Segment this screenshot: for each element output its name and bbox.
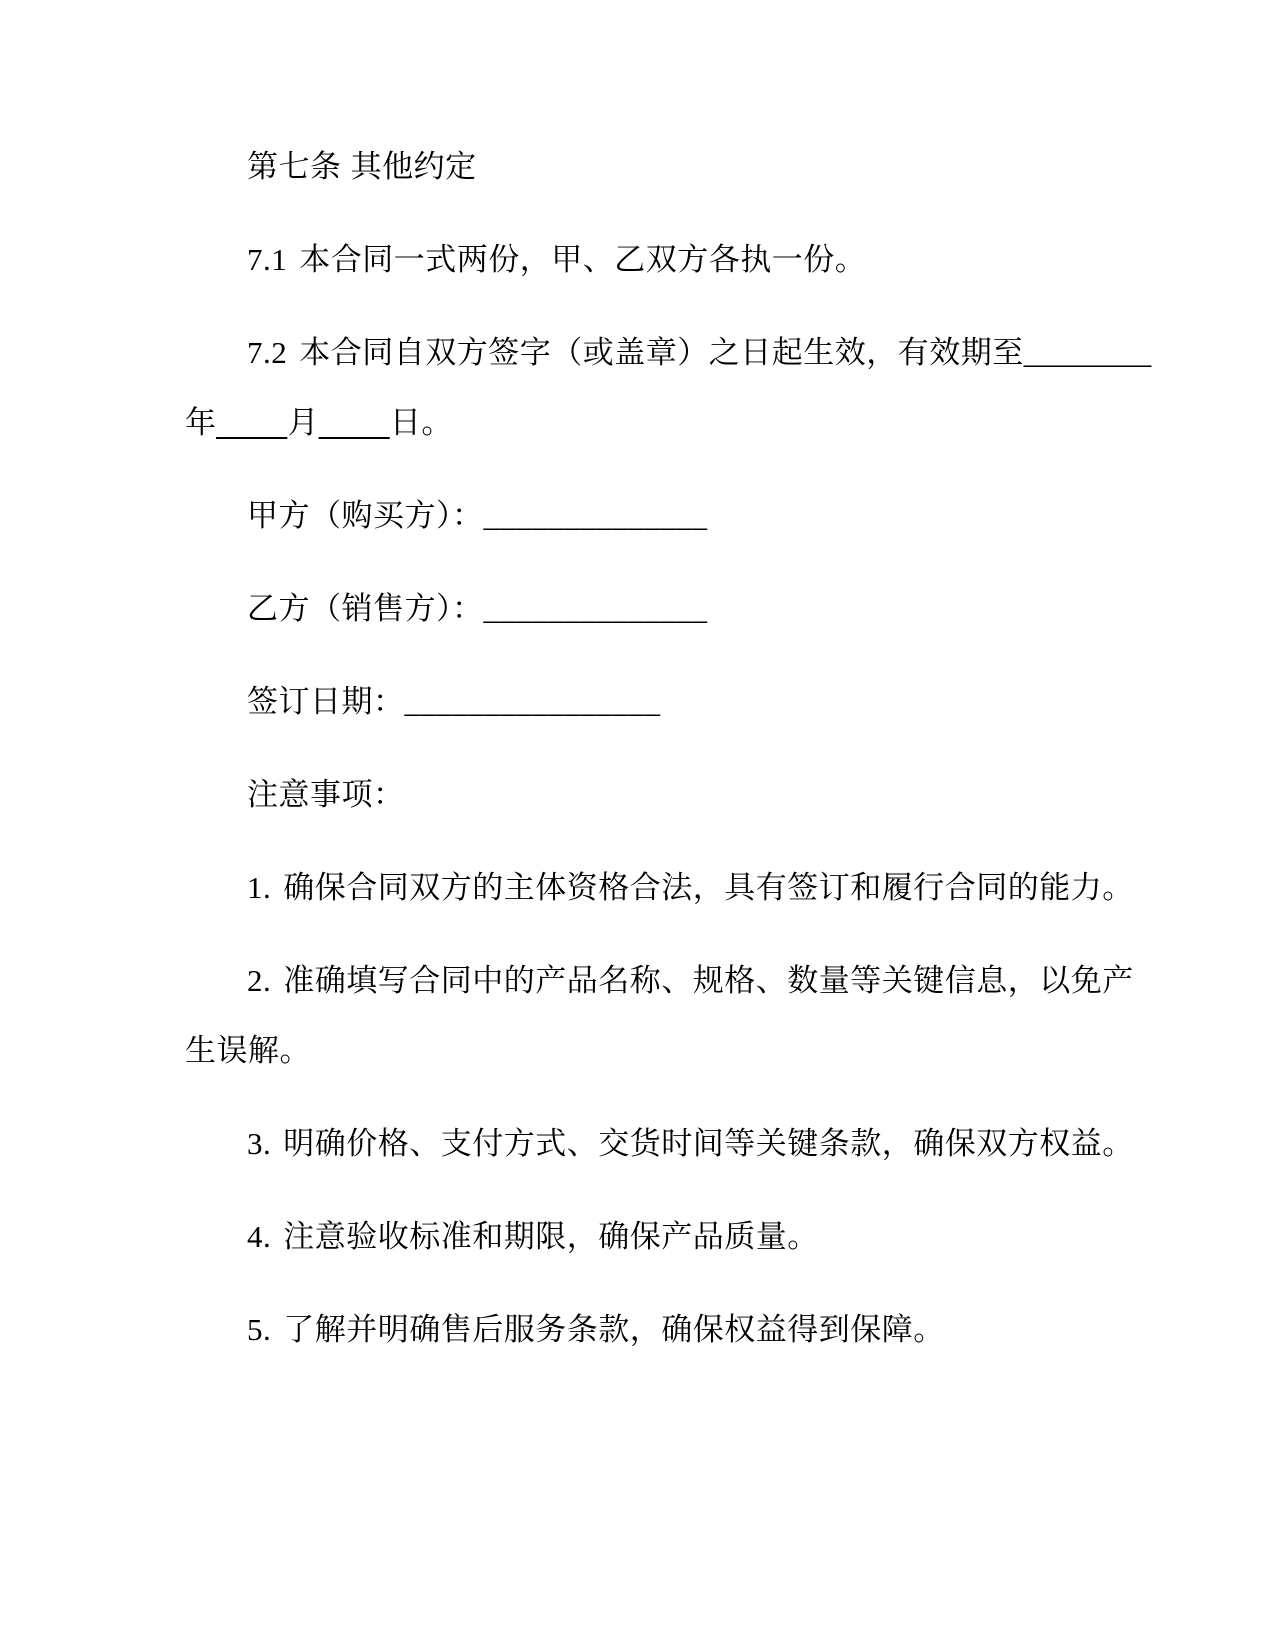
- clause-7-2-line-1: [185, 334, 1195, 372]
- note-5-number: 5.: [247, 1312, 272, 1347]
- note-1-number: 1.: [247, 870, 272, 905]
- note-4-number: 4.: [247, 1219, 272, 1254]
- note-2-line-2: [185, 1032, 1195, 1070]
- note-2-text: 准确填写合同中的产品名称、规格、数量等关键信息，以免产: [283, 963, 1134, 998]
- note-1-line: [185, 869, 1195, 907]
- notes-heading-text: 注意事项：: [247, 777, 405, 812]
- note-1-text: 确保合同双方的主体资格合法，具有签订和履行合同的能力。: [283, 870, 1134, 905]
- validity-date-blank-field: ________: [1023, 335, 1152, 370]
- notes-heading: [185, 776, 1195, 814]
- article-heading-text: 第七条 其他约定: [247, 149, 477, 184]
- article-heading: [185, 148, 1195, 186]
- sign-date-line: [185, 683, 1195, 721]
- note-4-line: [185, 1218, 1195, 1256]
- party-b-line: [185, 590, 1195, 628]
- sign-date-label: 签订日期：: [247, 684, 405, 719]
- clause-7-2-line-2: [185, 404, 1195, 442]
- note-5-line: [185, 1311, 1195, 1349]
- note-5-text: 了解并明确售后服务条款，确保权益得到保障。: [283, 1312, 945, 1347]
- note-3-line: [185, 1125, 1195, 1163]
- clause-7-1-number: 7.1: [247, 242, 288, 277]
- note-4-text: 注意验收标准和期限，确保产品质量。: [283, 1219, 819, 1254]
- note-2-continuation-text: 生误解。: [185, 1033, 311, 1068]
- clause-7-1-text: 本合同一式两份，甲、乙双方各执一份。: [299, 242, 867, 277]
- party-b-label: 乙方（销售方）：: [247, 591, 484, 626]
- party-a-label: 甲方（购买方）：: [247, 498, 484, 533]
- party-b-blank-field: ______________: [483, 591, 708, 626]
- note-3-text: 明确价格、支付方式、交货时间等关键条款，确保双方权益。: [283, 1126, 1134, 1161]
- party-a-line: [185, 497, 1195, 535]
- sign-date-blank-field: ________________: [404, 684, 661, 719]
- note-2-line-1: [185, 962, 1195, 1000]
- note-2-number: 2.: [247, 963, 272, 998]
- party-a-blank-field: ______________: [483, 498, 708, 533]
- clause-7-1-line: [185, 241, 1195, 279]
- note-3-number: 3.: [247, 1126, 272, 1161]
- clause-7-2-number: 7.2: [247, 335, 288, 370]
- year-month-day-blank-fields: 年____月____日。: [185, 405, 453, 440]
- clause-7-2-text: 本合同自双方签字（或盖章）之日起生效，有效期至: [299, 335, 1024, 370]
